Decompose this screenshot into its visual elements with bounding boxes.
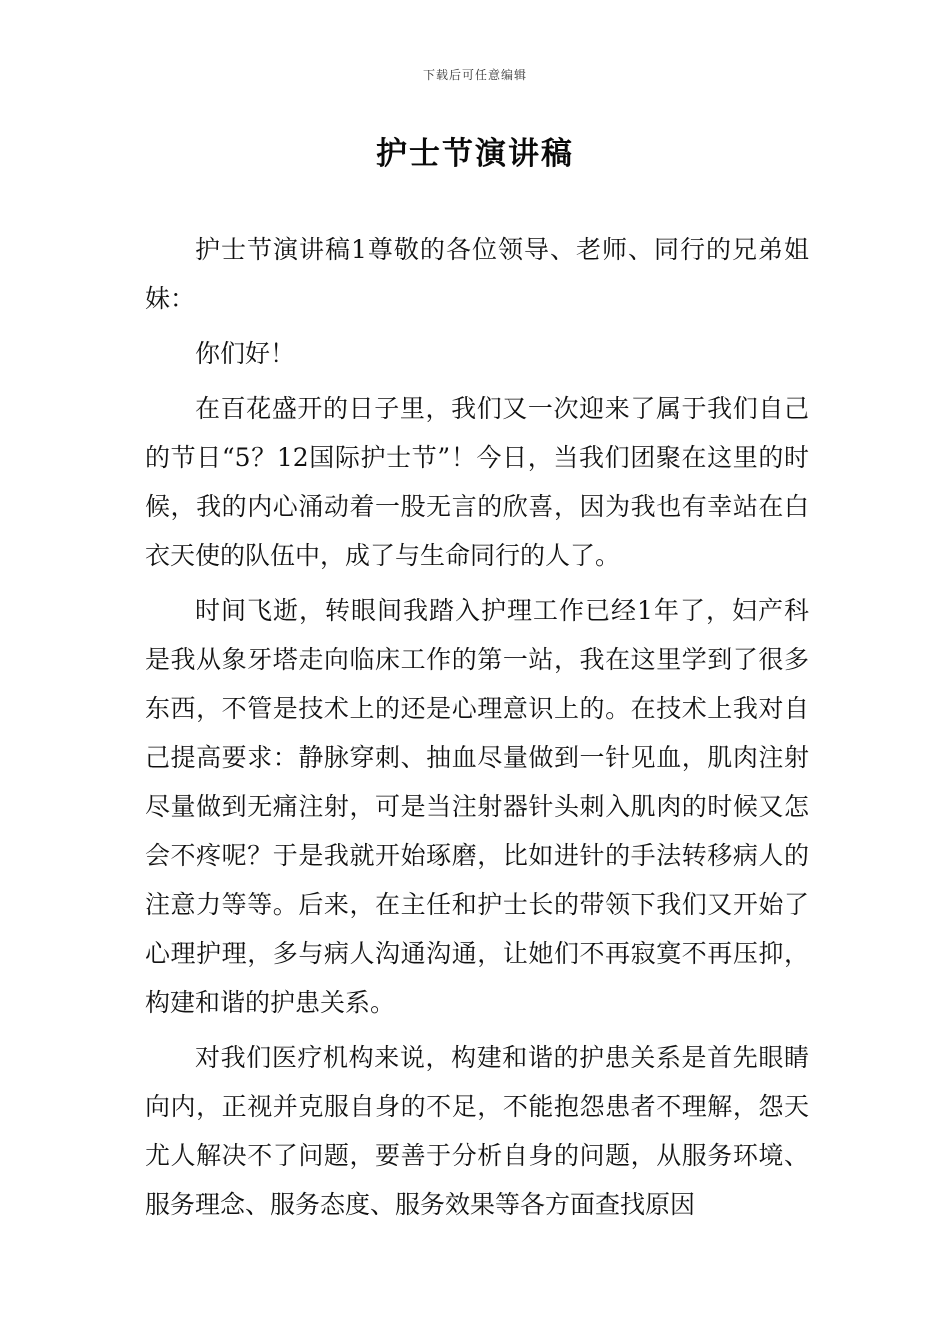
- document-title: 护士节演讲稿: [376, 136, 574, 172]
- paragraph-work-experience: 时间飞逝，转眼间我踏入护理工作已经1年了，妇产科是我从象牙塔走向临床工作的第一站，我在这里学到了很多东西，不管是技术上的还是心理意识上的。在技术上我对自己提高要求：静脉穿刺、抽血尽量做到一针见血，肌肉注射尽量做到无痛注射，可是当注射器针头刺入肌肉的时候又怎会不疼呢？于是我就开始琢磨，比如进针的手法转移病人的注意力等等。后来，在主任和护士长的带领下我们又开始了心理护理，多与病人沟通沟通，让她们不再寂寞不再压抑，构建和谐的护患关系。: [145, 596, 809, 1017]
- paragraph-salutation: 护士节演讲稿1尊敬的各位领导、老师、同行的兄弟姐妹：: [145, 235, 809, 313]
- paragraph-nurses-day: 在百花盛开的日子里，我们又一次迎来了属于我们自己的节日“5？12国际护士节”！今日，当我们团聚在这里的时候，我的内心涌动着一股无言的欣喜，因为我也有幸站在白衣天使的队伍中，成了与生命同行的人了。: [145, 394, 809, 570]
- header-note: 下载后可任意编辑: [422, 68, 527, 82]
- document-body: [145, 225, 809, 1235]
- paragraph-greeting: 你们好！: [195, 339, 296, 368]
- paragraph-relationship: 对我们医疗机构来说，构建和谐的护患关系是首先眼睛向内，正视并克服自身的不足，不能抱怨患者不理解，怨天尤人解决不了问题，要善于分析自身的问题，从服务环境、服务理念、服务态度、服务效果等各方面查找原因: [145, 1043, 809, 1219]
